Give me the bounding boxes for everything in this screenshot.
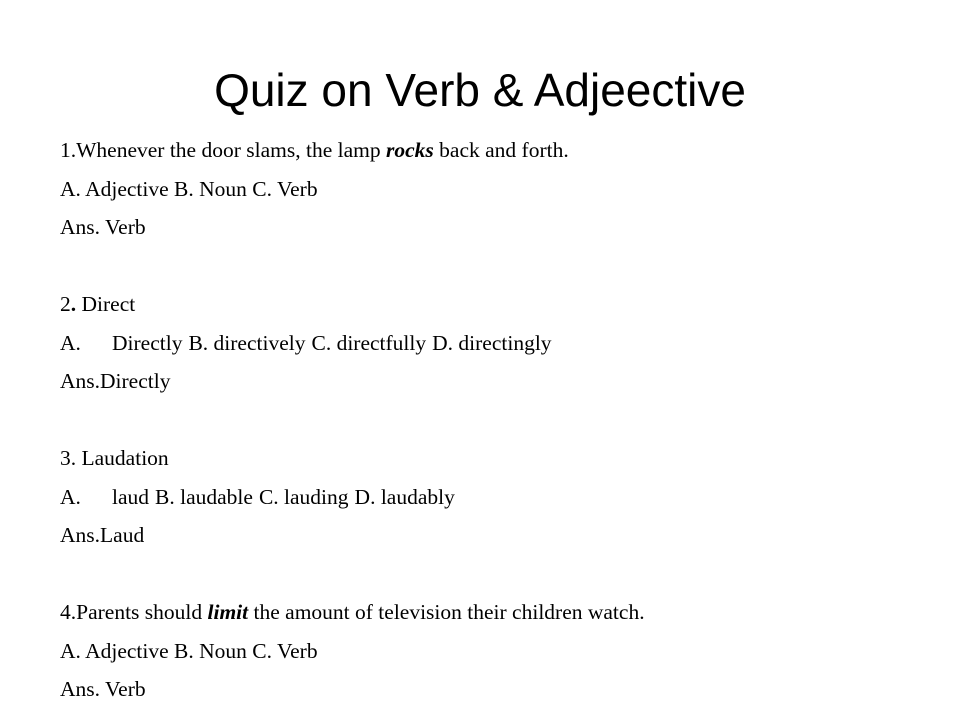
slide-title: Quiz on Verb & Adjeective bbox=[214, 64, 746, 116]
question-1-options: A. Adjective B. Noun C. Verb bbox=[60, 176, 318, 201]
question-2-number: 2 bbox=[60, 292, 71, 316]
question-1-answer: Ans. Verb bbox=[60, 215, 146, 239]
question-1-suffix: back and forth. bbox=[433, 138, 569, 162]
question-3-heading: 3. Laudation bbox=[60, 446, 169, 470]
question-4-answer: Ans. Verb bbox=[60, 677, 146, 701]
quiz-body bbox=[60, 131, 940, 709]
question-4-prefix: 4.Parents should bbox=[60, 600, 208, 624]
question-2-dot: . bbox=[70, 292, 77, 316]
question-3-option-letter: A. bbox=[60, 484, 81, 509]
spacer bbox=[60, 401, 940, 440]
question-1-prefix: 1.Whenever the door slams, the lamp bbox=[60, 138, 386, 162]
question-1-text bbox=[60, 131, 940, 170]
question-3-option-c: C. lauding bbox=[258, 484, 349, 509]
question-2-option-letter: A. bbox=[60, 330, 81, 355]
spacer bbox=[60, 247, 940, 286]
question-2-word: Direct bbox=[76, 292, 136, 316]
question-4-text bbox=[60, 593, 940, 632]
question-3-option-d: D. laudably bbox=[354, 484, 455, 509]
question-3-option-b: B. laudable bbox=[155, 484, 253, 509]
question-3-answer: Ans.Laud bbox=[60, 523, 145, 547]
question-4-options: A. Adjective B. Noun C. Verb bbox=[60, 638, 318, 663]
question-2-heading bbox=[60, 285, 940, 324]
question-2-option-d: D. directingly bbox=[432, 330, 552, 355]
question-2-option-a: Directly bbox=[112, 330, 183, 355]
question-3-option-a: laud bbox=[112, 484, 150, 509]
spacer bbox=[60, 555, 940, 594]
question-4-suffix: the amount of television their children watch. bbox=[248, 600, 645, 624]
question-2-option-c: C. directfully bbox=[311, 330, 427, 355]
question-1-keyword: rocks bbox=[386, 138, 434, 162]
question-4-keyword: limit bbox=[207, 600, 249, 624]
question-3-options bbox=[60, 478, 940, 517]
question-2-answer: Ans.Directly bbox=[60, 369, 171, 393]
question-2-option-b: B. directively bbox=[188, 330, 306, 355]
question-2-options bbox=[60, 324, 940, 363]
